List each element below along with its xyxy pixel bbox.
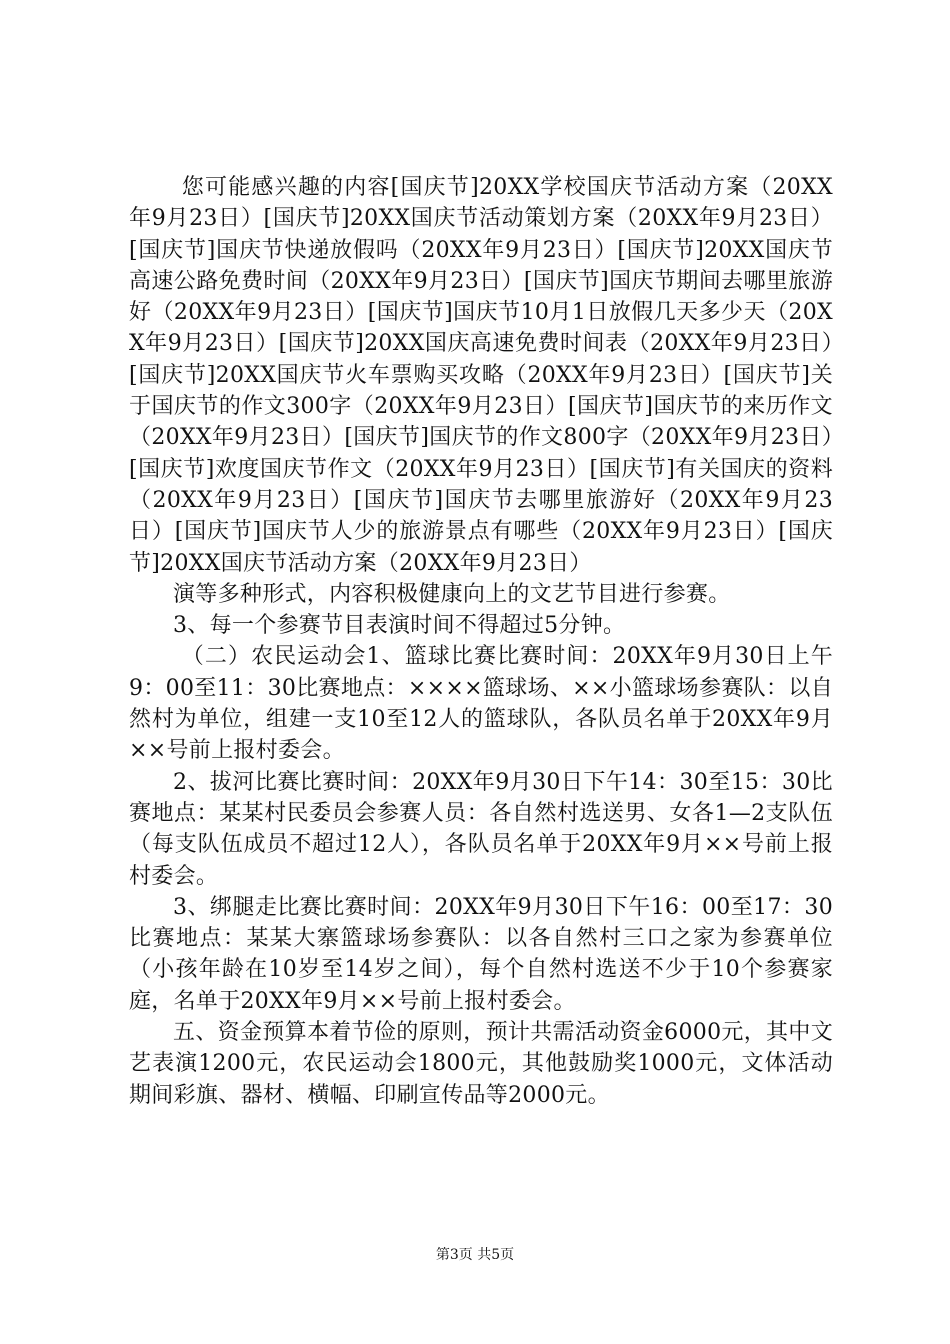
document-body [129,172,833,1111]
paragraph-basketball-game: （二）农民运动会1、篮球比赛比赛时间：20XX年9月30日上午9：00至11：30比赛地点：××××篮球场、××小篮球场参赛队：以自然村为单位，组建一支10至12人的篮球队，各队员名单于20XX年9月××号前上报村委会。 [129,644,833,764]
paragraph-budget: 五、资金预算本着节俭的原则，预计共需活动资金6000元，其中文艺表演1200元，农民运动会1800元，其他鼓励奖1000元，文体活动期间彩旗、器材、横幅、印刷宣传品等2000元。 [129,1020,833,1108]
paragraph-performance-time-limit: 3、每一个参赛节目表演时间不得超过5分钟。 [173,613,626,639]
paragraph-three-legged-race: 3、绑腿走比赛比赛时间：20XX年9月30日下午16：00至17：30比赛地点：某某大寨篮球场参赛队：以各自然村三口之家为参赛单位（小孩年龄在10岁至14岁之间），每个自然村选送不少于10个参赛家庭，名单于20XX年9月××号前上报村委会。 [129,894,833,1014]
paragraph-tug-of-war: 2、拔河比赛比赛时间：20XX年9月30日下午14：30至15：30比赛地点：某某村民委员会参赛人员：各自然村选送男、女各1—2支队伍（每支队伍成员不超过12人），各队员名单于20XX年9月××号前上报村委会。 [129,769,833,889]
paragraph-performance-forms: 演等多种形式，内容积极健康向上的文艺节目进行参赛。 [173,581,731,607]
paragraph-related-content: 您可能感兴趣的内容[国庆节]20XX学校国庆节活动方案（20XX年9月23日）[国庆节]20XX国庆节活动策划方案（20XX年9月23日）[国庆节]国庆节快递放假吗（20XX年9月23日）[国庆节]20XX国庆节高速公路免费时间（20XX年9月23日）[国庆节]国庆节期间去哪里旅游好（20XX年9月23日）[国庆节]国庆节10月1日放假几天多少天（20XX年9月23日）[国庆节]20XX国庆高速免费时间表（20XX年9月23日）[国庆节]20XX国庆节火车票购买攻略（20XX年9月23日）[国庆节]关于国庆节的作文300字（20XX年9月23日）[国庆节]国庆节的来历作文（20XX年9月23日）[国庆节]国庆节的作文800字（20XX年9月23日）[国庆节]欢度国庆节作文（20XX年9月23日）[国庆节]有关国庆的资料（20XX年9月23日）[国庆节]国庆节去哪里旅游好（20XX年9月23日）[国庆节]国庆节人少的旅游景点有哪些（20XX年9月23日）[国庆节]20XX国庆节活动方案（20XX年9月23日） [129,175,833,576]
page-number-footer: 第3页 共5页 [435,1247,515,1263]
